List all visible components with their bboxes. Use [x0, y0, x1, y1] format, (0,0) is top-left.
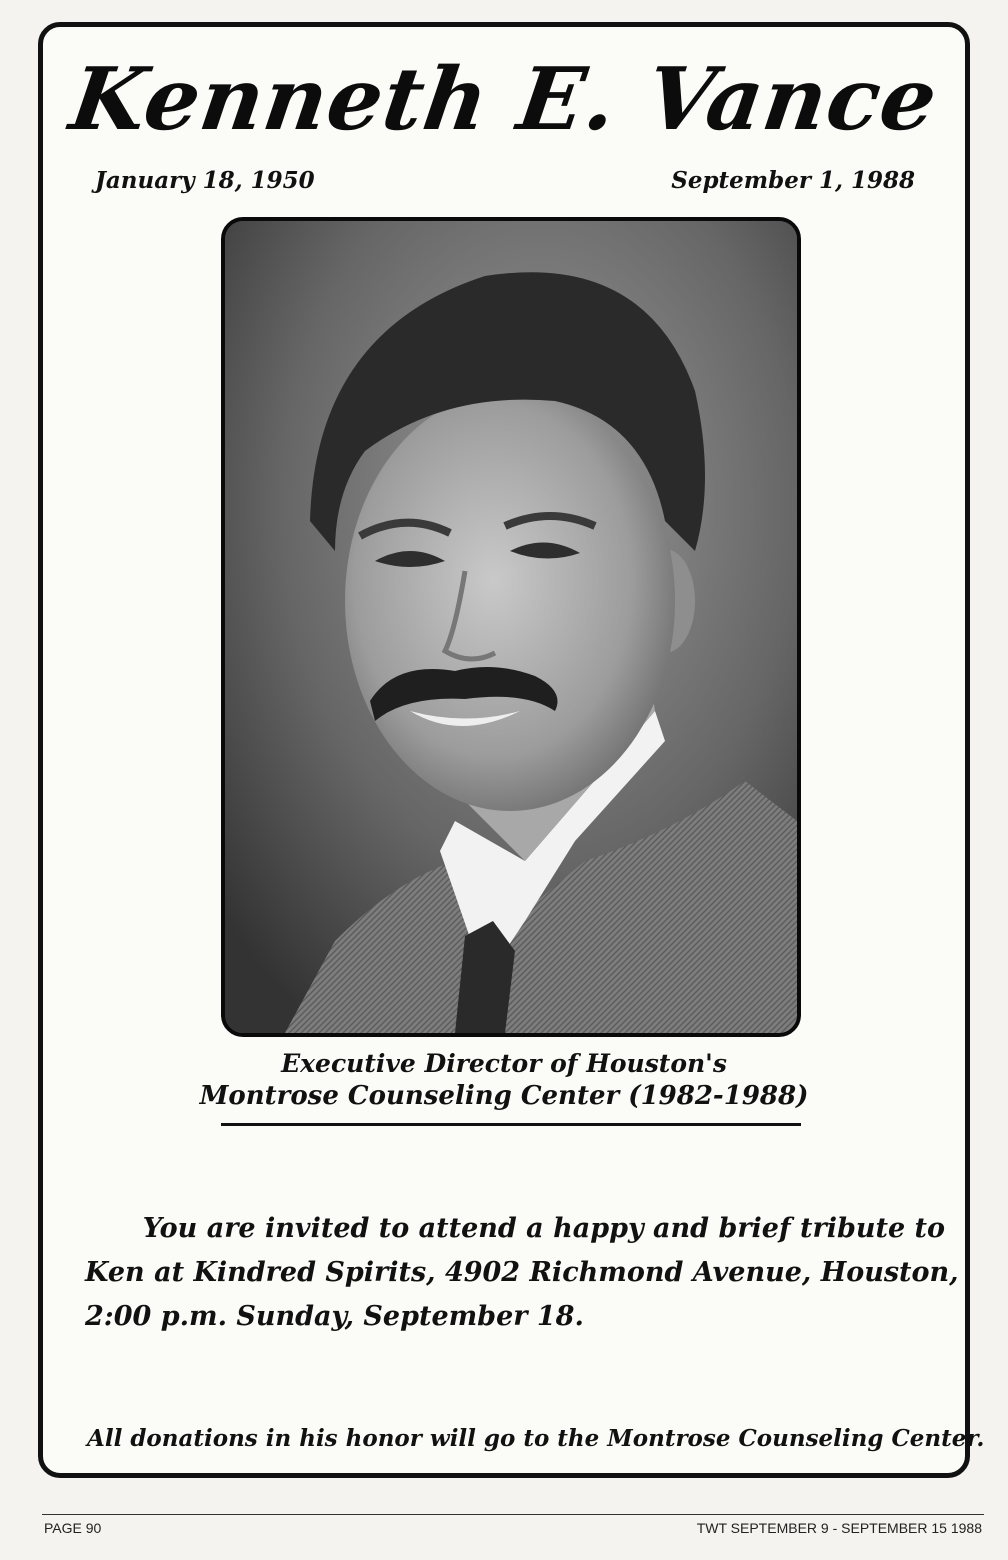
birth-date: January 18, 1950	[95, 167, 315, 194]
portrait-photo	[221, 217, 801, 1037]
tribute-invitation	[85, 1207, 959, 1339]
memorial-card	[38, 22, 985, 1478]
invite-line-2: Ken at Kindred Spirits, 4902 Richmond Avenue, Houston,	[85, 1257, 959, 1288]
caption-divider	[221, 1123, 801, 1126]
invite-line-1: You are invited to attend a happy and brief tribute to	[142, 1213, 945, 1244]
issue-dateline: TWT SEPTEMBER 9 - SEPTEMBER 15 1988	[696, 1520, 982, 1536]
donations-note: All donations in his honor will go to the Montrose Counseling Center.	[87, 1425, 985, 1452]
invite-line-3: 2:00 p.m. Sunday, September 18.	[85, 1301, 584, 1332]
portrait-illustration	[225, 221, 797, 1033]
memorial-name: Kenneth E. Vance	[64, 49, 944, 150]
footer-divider	[42, 1514, 984, 1515]
page-number: PAGE 90	[44, 1520, 102, 1536]
caption-organization-line: Montrose Counseling Center (1982-1988)	[199, 1081, 809, 1111]
death-date: September 1, 1988	[671, 167, 915, 194]
caption-title-line: Executive Director of Houston's	[281, 1049, 727, 1078]
